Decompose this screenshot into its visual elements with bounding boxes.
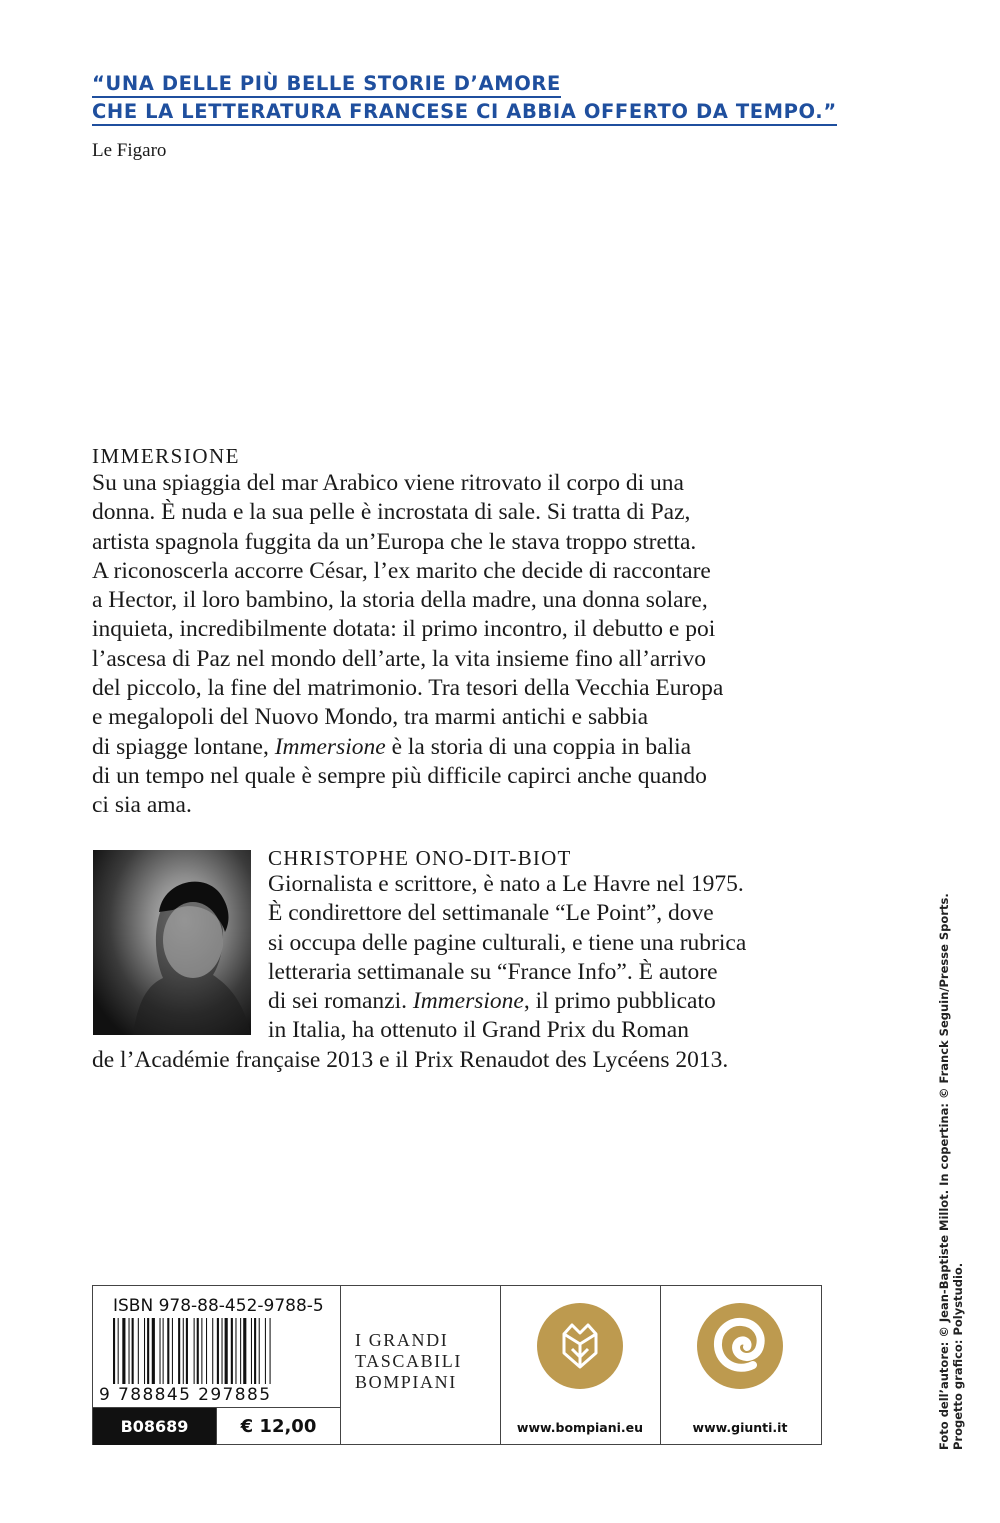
bio-text: , il primo pubblicato [523, 988, 716, 1015]
synopsis-line: A riconoscerla accorre César, l’ex marito che decide di raccontare [92, 557, 711, 584]
barcode-bar [222, 1318, 223, 1384]
barcode-bar [254, 1318, 256, 1384]
synopsis-text: di spiagge lontane, [92, 733, 275, 760]
credits-line-2: Progetto grafico: Polystudio. [951, 1262, 965, 1450]
barcode-bar [194, 1318, 195, 1384]
barcode-bar [231, 1318, 233, 1384]
series-line: BOMPIANI [355, 1372, 457, 1392]
giunti-spiral-icon [697, 1303, 783, 1389]
book-title: IMMERSIONE [92, 444, 241, 468]
bio-line: si occupa delle pagine culturali, e tiene una rubrica [268, 929, 747, 956]
barcode-bar [201, 1318, 202, 1384]
bio-line: Giornalista e scrittore, è nato a Le Havre nel 1975. [268, 871, 744, 897]
barcode-bar [144, 1318, 145, 1384]
cover-quote [92, 70, 837, 126]
price: € 12,00 [240, 1416, 317, 1437]
author-name: CHRISTOPHE ONO-DIT-BIOT [268, 846, 572, 870]
barcode-bar [212, 1318, 213, 1384]
synopsis-line: e megalopoli del Nuovo Mondo, tra marmi antichi e sabbia [92, 704, 649, 731]
barcode-bar [270, 1318, 271, 1384]
barcode-bar [113, 1318, 115, 1384]
barcode [113, 1318, 323, 1384]
barcode-bar [122, 1318, 125, 1384]
bompiani-flower-icon [537, 1303, 623, 1389]
quote-line-1: “UNA DELLE PIÙ BELLE STORIE D’AMORE [92, 72, 561, 98]
synopsis-line: inquieta, incredibilmente dotata: il primo incontro, il debutto e poi [92, 616, 716, 643]
author-bio [92, 870, 852, 1075]
bio-line: in Italia, ha ottenuto il Grand Prix du Roman [268, 1017, 689, 1044]
quote-line-2: CHE LA LETTERATURA FRANCESE CI ABBIA OFFERTO DA TEMPO.” [92, 100, 837, 126]
credits-line-1: Foto dell’autore: © Jean-Baptiste Millot. In copertina: © Franck Seguin/Presse Sports. [937, 893, 951, 1450]
barcode-bar [152, 1318, 155, 1384]
bio-line: È condirettore del settimanale “Le Point”, dove [268, 900, 714, 927]
synopsis-text: è la storia di una coppia in balia [385, 733, 692, 760]
barcode-bar [243, 1318, 246, 1384]
bio-line [92, 987, 852, 1016]
synopsis-book-title: Immersione [274, 733, 386, 760]
divider [340, 1286, 341, 1444]
synopsis-line: Su una spiaggia del mar Arabico viene ritrovato il corpo di una [92, 470, 684, 496]
synopsis-line: del piccolo, la fine del matrimonio. Tra tesori della Vecchia Europa [92, 675, 724, 702]
quote-source: Le Figaro [92, 140, 167, 161]
barcode-bar [225, 1318, 228, 1384]
barcode-bar [251, 1318, 252, 1384]
barcode-bar [129, 1318, 130, 1384]
barcode-bar [118, 1318, 119, 1384]
series-line: I GRANDI [355, 1330, 449, 1350]
barcode-bar [217, 1318, 219, 1384]
synopsis-line: a Hector, il loro bambino, la storia della madre, una donna solare, [92, 587, 708, 614]
synopsis-line: l’ascesa di Paz nel mondo dell’arte, la vita insieme fino all’arrivo [92, 645, 707, 672]
photo-credits [933, 893, 967, 1450]
barcode-bar [197, 1318, 199, 1384]
barcode-bar [160, 1318, 161, 1384]
barcode-bar [163, 1318, 164, 1384]
barcode-bar [132, 1318, 134, 1384]
barcode-bar [206, 1318, 207, 1384]
bio-book-title: Immersione [412, 988, 524, 1015]
barcode-bar [235, 1318, 236, 1384]
barcode-bar [259, 1318, 260, 1384]
barcode-strip [92, 1285, 822, 1445]
bompiani-url[interactable]: www.bompiani.eu [516, 1420, 644, 1435]
synopsis [92, 469, 852, 821]
barcode-bar [240, 1318, 241, 1384]
bio-line: letteraria settimanale su “France Info”. È autore [268, 958, 718, 985]
synopsis-line [92, 733, 852, 762]
barcode-bar [178, 1318, 180, 1384]
barcode-bar [186, 1318, 188, 1384]
barcode-bar [147, 1318, 149, 1384]
synopsis-line: ci sia ama. [92, 792, 192, 819]
synopsis-line: di un tempo nel quale è sempre più difficile capirci anche quando [92, 762, 707, 789]
barcode-bar [172, 1318, 173, 1384]
barcode-bar [138, 1318, 139, 1384]
barcode-bar [183, 1318, 184, 1384]
isbn-text: ISBN 978-88-452-9788-5 [113, 1296, 324, 1316]
product-code-badge: B08689 [93, 1408, 216, 1445]
giunti-url[interactable]: www.giunti.it [692, 1420, 788, 1435]
barcode-bar [167, 1318, 169, 1384]
bio-line: de l’Académie française 2013 e il Prix Renaudot des Lycéens 2013. [92, 1046, 729, 1073]
series-name [355, 1330, 485, 1393]
synopsis-line: artista spagnola fuggita da un’Europa che le stava troppo stretta. [92, 528, 697, 555]
barcode-bar [265, 1318, 266, 1384]
synopsis-line: donna. È nuda e la sua pelle è incrostata di sale. Si tratta di Paz, [92, 499, 691, 526]
barcode-digits: 9 788845 297885 [99, 1385, 272, 1405]
bio-text: di sei romanzi. [268, 988, 413, 1015]
series-line: TASCABILI [355, 1351, 462, 1371]
